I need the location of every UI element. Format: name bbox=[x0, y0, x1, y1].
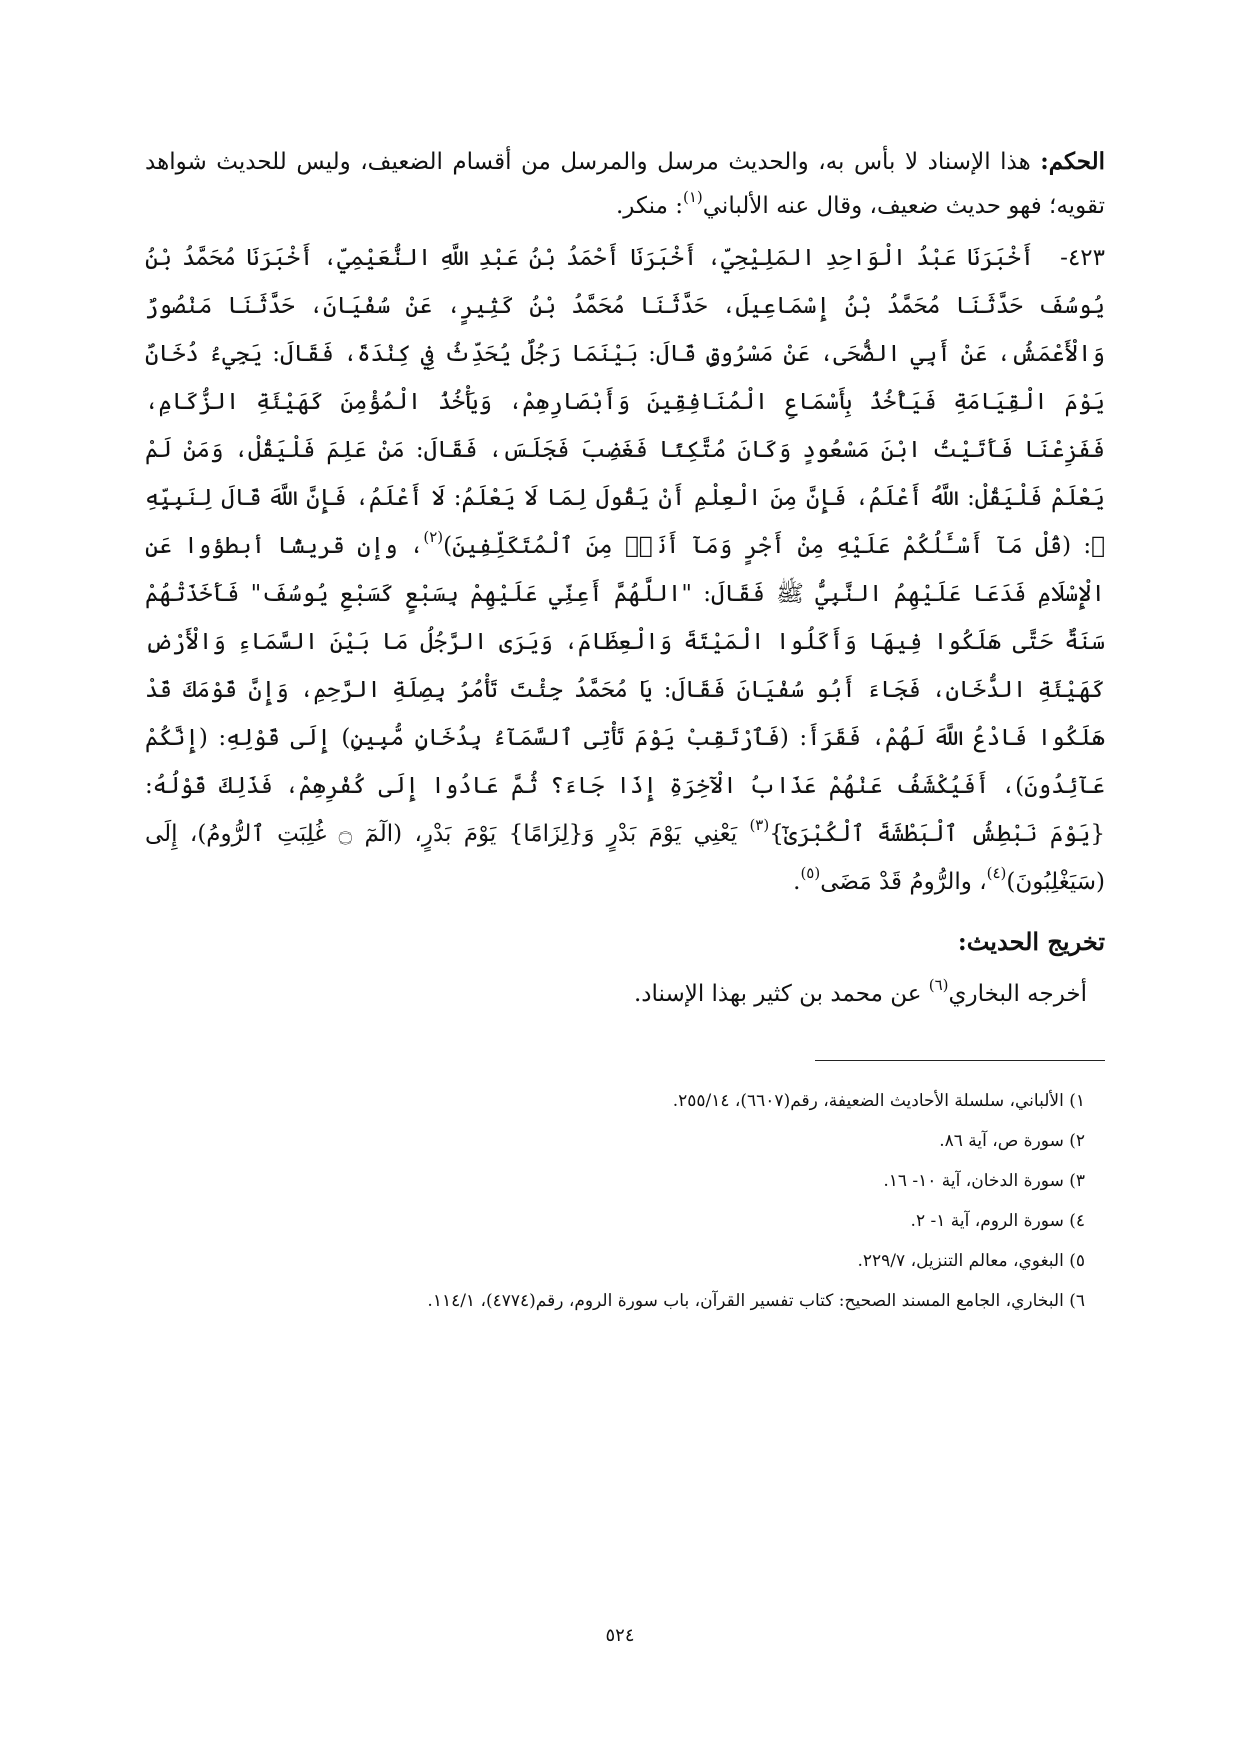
footnote-ref-1[interactable]: (١) bbox=[682, 188, 703, 207]
footnote-5: ٥) البغوي، معالم التنزيل، ٢٢٩/٧. bbox=[857, 1251, 1085, 1271]
ruling-label: الحكم: bbox=[1040, 148, 1105, 175]
footnote-ref-6[interactable]: (٦) bbox=[928, 976, 949, 995]
takhrij-paragraph bbox=[145, 972, 1105, 1016]
hadith-number: ٤٢٣- bbox=[1060, 245, 1105, 271]
takhrij-text-1: أخرجه البخاري bbox=[948, 981, 1087, 1007]
hadith-paragraph bbox=[145, 234, 1105, 906]
footnote-1: ١) الألباني، سلسلة الأحاديث الضعيفة، رقم(٦٦٠٧)، ٢٥٥/١٤. bbox=[672, 1091, 1085, 1111]
ruling-paragraph bbox=[145, 140, 1105, 228]
ruling-text-2: : منكر. bbox=[615, 193, 683, 219]
ruling-text-1: هذا الإسناد لا بأس به، والحديث مرسل والمرسل من أقسام الضعيف، وليس للحديث شواهد تقويه؛ فهو حديث ضعيف، وقال عنه الألباني bbox=[145, 149, 1105, 219]
footnote-ref-3[interactable]: (٣) bbox=[749, 816, 770, 835]
takhrij-heading: تخريج الحديث: bbox=[957, 927, 1105, 956]
takhrij-text-2: عن محمد بن كثير بهذا الإسناد. bbox=[633, 981, 929, 1007]
page-body bbox=[145, 140, 1105, 1321]
footnote-ref-2[interactable]: (٢) bbox=[423, 528, 444, 547]
hadith-segment-4: ، والرُّومُ قَدْ مَضَى bbox=[820, 869, 987, 895]
footnote-2: ٢) سورة ص، آية ٨٦. bbox=[939, 1131, 1085, 1151]
footnote-divider bbox=[815, 1060, 1105, 1061]
footnote-6: ٦) البخاري، الجامع المسند الصحيح: كتاب تفسير القرآن، باب سورة الروم، رقم(٤٧٧٤)، ١١٤/١. bbox=[427, 1291, 1085, 1311]
footnote-3: ٣) سورة الدخان، آية ١٠- ١٦. bbox=[883, 1171, 1085, 1191]
hadith-segment-3: يَعْنِي يَوْمَ بَدْرٍ وَ{لِزَامًا} يَوْمَ بَدْرٍ، (الٓمٓ ۝ غُلِبَتِ ٱلرُّومُ)، إِلَى (سَيَغْلِبُونَ) bbox=[145, 821, 1105, 895]
page-number: ٥٢٤ bbox=[605, 1625, 635, 1646]
hadith-segment-1: أَخْبَرَنَا عَبْدُ الْوَاحِدِ المَلِيْحِيّ، أَخْبَرَنَا أَحْمَدُ بْنُ عَبْدِ اللَّهِ النُّعَيْمِيّ، أَخْبَرَنَا مُحَمَّدُ بْنُ يُوسُفَ حَدَّثَنَا مُحَمَّدُ بْنُ إِسْمَاعِيلَ، حَدَّثَنَا مُحَمَّدُ بْنُ كَثِيرٍ، عَنْ سُفْيَانَ، حَدَّثَنَا مَنْصُورٌ وَالْأَعْمَشُ، عَنْ أَبِي الضُّحَى، عَنْ مَسْرُوقٍ قَالَ: بَيْنَمَا رَجُلٌ يُحَدِّثُ فِي كِنْدَةَ، فَقَالَ: يَجِيءُ دُخَانٌ يَوْمَ الْقِيَامَةِ فَيَأْخُذُ بِأَسْمَاعِ الْمُنَافِقِينَ وَأَبْصَارِهِمْ، وَيَأْخُذُ الْمُؤْمِنَ كَهَيْئَةِ الزُّكَامِ، فَفَزِعْنَا فَأَتَيْتُ ابْنَ مَسْعُودٍ وَكَانَ مُتَّكِئًا فَغَضِبَ فَجَلَسَ، فَقَالَ: مَنْ عَلِمَ فَلْيَقُلْ، وَمَنْ لَمْ يَعْلَمْ فَلْيَقُلْ: اللَّهُ أَعْلَمُ، فَإِنَّ مِنَ الْعِلْمِ أَنْ يَقُولَ لِمَا لَا يَعْلَمُ: لَا أَعْلَمُ، فَإِنَّ اللَّهَ قَالَ لِنَبِيِّهِ ﷺ: (قُلْ مَآ أَسْـَٔلُكُمْ عَلَيْهِ مِنْ أَجْرٍ وَمَآ أَنَا۠ مِنَ ٱلْمُتَكَلِّفِينَ) bbox=[145, 245, 1105, 559]
footnote-4: ٤) سورة الروم، آية ١- ٢. bbox=[910, 1211, 1085, 1231]
hadith-segment-5: . bbox=[793, 869, 801, 895]
footnotes-list bbox=[145, 1081, 1105, 1321]
footnote-ref-5[interactable]: (٥) bbox=[800, 864, 821, 883]
footnote-ref-4[interactable]: (٤) bbox=[986, 864, 1007, 883]
hadith-segment-2: ، وإن قريشًا أبطؤوا عَنِ الْإِسْلَامِ فَدَعَا عَلَيْهِمُ النَّبِيُّ ﷺ فَقَالَ: "اللَّهُمَّ أَعِنِّي عَلَيْهِمْ بِسَبْعٍ كَسَبْعِ يُوسُفَ" فَأَخَذَتْهُمْ سَنَةٌ حَتَّى هَلَكُوا فِيهَا وَأَكَلُوا الْمَيْتَةَ وَالْعِظَامَ، وَيَرَى الرَّجُلُ مَا بَيْنَ السَّمَاءِ وَالْأَرْضِ كَهَيْئَةِ الدُّخَانِ، فَجَاءَ أَبُو سُفْيَانَ فَقَالَ: يَا مُحَمَّدُ جِئْتَ تَأْمُرُ بِصِلَةِ الرَّحِمِ، وَإِنَّ قَوْمَكَ قَدْ هَلَكُوا فَادْعُ اللَّهَ لَهُمْ، فَقَرَأَ: (فَٱرْتَقِبْ يَوْمَ تَأْتِى ٱلسَّمَآءُ بِدُخَانٍ مُّبِينٍ) إِلَى قَوْلِهِ: (إِنَّكُمْ عَآئِدُونَ)، أَفَيُكْشَفُ عَنْهُمْ عَذَابُ الْآخِرَةِ إِذَا جَاءَ؟ ثُمَّ عَادُوا إِلَى كُفْرِهِمْ، فَذَلِكَ قَوْلُهُ: {يَوْمَ نَبْطِشُ ٱلْبَطْشَةَ ٱلْكُبْرَىٰٓ} bbox=[145, 533, 1105, 847]
